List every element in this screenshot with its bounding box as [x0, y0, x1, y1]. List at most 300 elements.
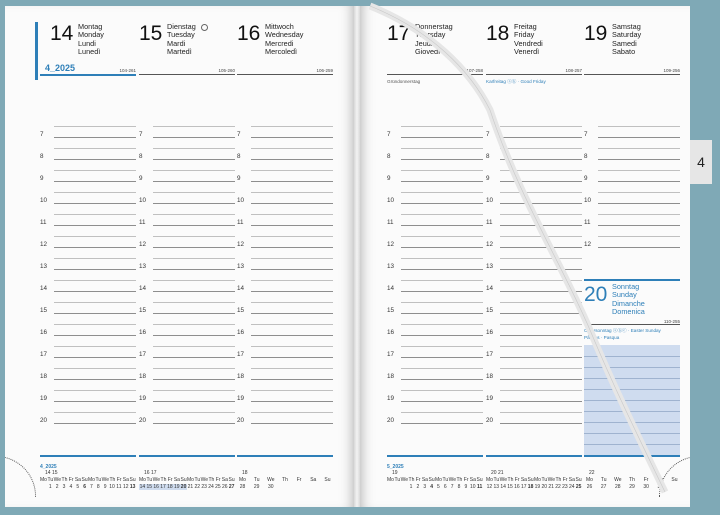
- writing-line[interactable]: [598, 137, 680, 138]
- writing-line[interactable]: [153, 181, 235, 182]
- writing-line[interactable]: [598, 225, 680, 226]
- writing-line[interactable]: [500, 324, 582, 325]
- writing-line[interactable]: [401, 181, 483, 182]
- mini-date[interactable]: 20: [180, 484, 187, 490]
- month-tab[interactable]: [690, 140, 712, 184]
- writing-line[interactable]: [153, 258, 235, 259]
- writing-line[interactable]: [153, 214, 235, 215]
- writing-line[interactable]: [54, 324, 136, 325]
- day-name: Lundi: [78, 38, 96, 48]
- hour-label: 8: [139, 153, 143, 160]
- mini-date[interactable]: 20: [541, 484, 548, 490]
- writing-line[interactable]: [401, 423, 483, 424]
- sunday-line: [584, 367, 680, 368]
- writing-line[interactable]: [251, 412, 333, 413]
- writing-line[interactable]: [153, 390, 235, 391]
- writing-line[interactable]: [401, 346, 483, 347]
- mini-date[interactable]: 9: [103, 484, 107, 490]
- mini-date[interactable]: 29: [629, 484, 635, 490]
- writing-line[interactable]: [598, 214, 680, 215]
- weekday: Th: [555, 477, 562, 483]
- writing-line[interactable]: [153, 203, 235, 204]
- mini-date[interactable]: 1: [48, 484, 52, 490]
- writing-line[interactable]: [251, 423, 333, 424]
- writing-line[interactable]: [500, 368, 582, 369]
- mini-date[interactable]: 25: [575, 484, 582, 490]
- mini-date[interactable]: 4: [430, 484, 433, 490]
- mini-calendar-label: 4_2025: [40, 464, 57, 470]
- writing-line[interactable]: [251, 236, 333, 237]
- hour-label: 15: [139, 307, 147, 314]
- writing-line[interactable]: [251, 148, 333, 149]
- mini-date[interactable]: 27: [600, 484, 607, 490]
- writing-line[interactable]: [598, 203, 680, 204]
- hour-label: 18: [139, 373, 147, 380]
- day-of-year-code: 108-257: [565, 68, 582, 73]
- writing-line[interactable]: [54, 225, 136, 226]
- writing-line[interactable]: [153, 148, 235, 149]
- writing-line[interactable]: [500, 302, 582, 303]
- mini-date[interactable]: 2: [55, 484, 59, 490]
- sunday-names: [612, 283, 645, 317]
- mini-date[interactable]: 26: [221, 484, 228, 490]
- mini-date[interactable]: 25: [215, 484, 221, 490]
- writing-line[interactable]: [251, 137, 333, 138]
- writing-line[interactable]: [54, 401, 136, 402]
- mini-date[interactable]: 23: [201, 484, 207, 490]
- mini-date[interactable]: 19: [173, 484, 180, 490]
- mini-date[interactable]: 31: [657, 484, 664, 490]
- day-name: Vendredi: [514, 38, 543, 48]
- writing-line[interactable]: [251, 357, 333, 358]
- writing-line[interactable]: [401, 412, 483, 413]
- sunday-number: 20: [584, 283, 608, 306]
- weekday: Mo: [186, 477, 194, 483]
- day-header: [486, 22, 582, 64]
- writing-line[interactable]: [54, 192, 136, 193]
- mini-date[interactable]: 12: [122, 484, 129, 490]
- mini-date[interactable]: 22: [555, 484, 561, 490]
- writing-line[interactable]: [54, 269, 136, 270]
- mini-date[interactable]: [401, 484, 408, 490]
- mini-date[interactable]: 28: [615, 484, 621, 490]
- writing-line[interactable]: [500, 258, 582, 259]
- writing-line[interactable]: [153, 269, 235, 270]
- writing-line[interactable]: [153, 401, 235, 402]
- writing-line[interactable]: [598, 126, 680, 127]
- writing-line[interactable]: [153, 313, 235, 314]
- writing-line[interactable]: [54, 368, 136, 369]
- writing-line[interactable]: [500, 203, 582, 204]
- mini-date[interactable]: 24: [208, 484, 214, 490]
- week-number: 14 15: [45, 470, 58, 476]
- writing-line[interactable]: [251, 368, 333, 369]
- day-column-16: [237, 6, 333, 507]
- writing-line[interactable]: [54, 412, 136, 413]
- writing-line[interactable]: [598, 247, 680, 248]
- hour-label: 12: [237, 241, 245, 248]
- weekday: Sa: [568, 477, 575, 483]
- weekday: Sa: [657, 477, 664, 483]
- writing-line[interactable]: [54, 357, 136, 358]
- writing-line[interactable]: [598, 181, 680, 182]
- mini-date[interactable]: 23: [562, 484, 568, 490]
- hour-label: 7: [139, 131, 143, 138]
- mini-date[interactable]: 3: [62, 484, 66, 490]
- writing-line[interactable]: [54, 258, 136, 259]
- sunday-line: [584, 356, 680, 357]
- writing-line[interactable]: [401, 291, 483, 292]
- weekday: Tu: [394, 477, 401, 483]
- writing-line[interactable]: [401, 401, 483, 402]
- mini-date[interactable]: 18: [527, 484, 534, 490]
- writing-line[interactable]: [251, 192, 333, 193]
- weekday: Th: [629, 477, 635, 483]
- writing-line[interactable]: [251, 313, 333, 314]
- mini-date[interactable]: 6: [443, 484, 447, 490]
- writing-line[interactable]: [251, 159, 333, 160]
- mini-date[interactable]: 30: [268, 484, 274, 490]
- writing-line[interactable]: [54, 423, 136, 424]
- writing-line[interactable]: [251, 214, 333, 215]
- writing-line[interactable]: [401, 192, 483, 193]
- writing-line[interactable]: [598, 148, 680, 149]
- writing-line[interactable]: [500, 192, 582, 193]
- mini-date[interactable]: 22: [194, 484, 201, 490]
- writing-line[interactable]: [54, 379, 136, 380]
- mini-date[interactable]: 10: [109, 484, 115, 490]
- day-header: [139, 22, 235, 64]
- mini-date[interactable]: 26: [586, 484, 593, 490]
- mini-date[interactable]: 30: [643, 484, 649, 490]
- mini-date[interactable]: 14: [139, 484, 146, 490]
- hour-label: 16: [237, 329, 245, 336]
- writing-line[interactable]: [500, 379, 582, 380]
- mini-date[interactable]: 10: [469, 484, 476, 490]
- writing-line[interactable]: [54, 313, 136, 314]
- writing-line[interactable]: [153, 357, 235, 358]
- writing-line[interactable]: [401, 247, 483, 248]
- writing-line[interactable]: [251, 269, 333, 270]
- writing-line[interactable]: [401, 357, 483, 358]
- writing-line[interactable]: [153, 192, 235, 193]
- day-names: [167, 23, 196, 57]
- mini-date[interactable]: 28: [239, 484, 246, 490]
- weekday-row: [139, 477, 235, 483]
- hour-label: 7: [387, 131, 391, 138]
- weekday: Th: [61, 477, 68, 483]
- writing-line[interactable]: [153, 236, 235, 237]
- mini-date[interactable]: 14: [500, 484, 506, 490]
- writing-line[interactable]: [54, 335, 136, 336]
- left-page: [5, 6, 354, 507]
- writing-line[interactable]: [401, 225, 483, 226]
- writing-line[interactable]: [500, 148, 582, 149]
- hour-label: 19: [40, 395, 48, 402]
- mini-date[interactable]: 12: [486, 484, 493, 490]
- writing-line[interactable]: [500, 247, 582, 248]
- day-name: Sabato: [612, 47, 636, 57]
- writing-line[interactable]: [54, 346, 136, 347]
- weekday-row: [486, 477, 582, 483]
- mini-date[interactable]: [322, 484, 333, 490]
- writing-line[interactable]: [500, 401, 582, 402]
- writing-line[interactable]: [500, 390, 582, 391]
- writing-line[interactable]: [251, 247, 333, 248]
- writing-line[interactable]: [54, 181, 136, 182]
- day-column-14: [40, 6, 136, 507]
- writing-line[interactable]: [401, 170, 483, 171]
- writing-line[interactable]: [54, 137, 136, 138]
- weekday: Fr: [415, 477, 421, 483]
- writing-line[interactable]: [153, 379, 235, 380]
- hour-label: 10: [486, 197, 494, 204]
- writing-line[interactable]: [251, 258, 333, 259]
- writing-line[interactable]: [598, 236, 680, 237]
- writing-line[interactable]: [251, 346, 333, 347]
- writing-line[interactable]: [54, 390, 136, 391]
- week-numbers: [40, 470, 141, 476]
- writing-line[interactable]: [500, 412, 582, 413]
- writing-line[interactable]: [153, 423, 235, 424]
- footer-rule: [387, 455, 483, 457]
- day-number: 17: [387, 22, 411, 45]
- writing-line[interactable]: [251, 126, 333, 127]
- mini-date[interactable]: 5: [437, 484, 440, 490]
- writing-line[interactable]: [251, 203, 333, 204]
- writing-line[interactable]: [54, 247, 136, 248]
- writing-line[interactable]: [153, 126, 235, 127]
- writing-line[interactable]: [153, 368, 235, 369]
- mini-date[interactable]: [279, 484, 290, 490]
- writing-line[interactable]: [500, 269, 582, 270]
- writing-line[interactable]: [54, 170, 136, 171]
- day-name: Mardi: [167, 38, 186, 48]
- mini-date[interactable]: 21: [548, 484, 554, 490]
- weekday: Th: [208, 477, 215, 483]
- writing-line[interactable]: [251, 170, 333, 171]
- weekday: Th: [109, 477, 116, 483]
- writing-line[interactable]: [500, 291, 582, 292]
- sunday-holiday-note: Ostersonntag ⓐⓑⓒ · Easter Sunday: [584, 328, 661, 333]
- writing-line[interactable]: [401, 148, 483, 149]
- mini-date[interactable]: 29: [253, 484, 260, 490]
- hour-label: 13: [486, 263, 494, 270]
- mini-date[interactable]: 16: [514, 484, 520, 490]
- weekday-row: [387, 477, 483, 483]
- header-rule: [237, 74, 333, 75]
- writing-line[interactable]: [500, 214, 582, 215]
- day-name: Giovedì: [415, 47, 441, 57]
- writing-line[interactable]: [500, 335, 582, 336]
- writing-line[interactable]: [500, 126, 582, 127]
- sunday-notes-area[interactable]: [584, 345, 680, 455]
- day-column-15: [139, 6, 235, 507]
- writing-line[interactable]: [153, 302, 235, 303]
- writing-line[interactable]: [401, 159, 483, 160]
- weekday: Fr: [167, 477, 173, 483]
- mini-date[interactable]: [294, 484, 305, 490]
- writing-line[interactable]: [251, 335, 333, 336]
- writing-line[interactable]: [54, 203, 136, 204]
- weekday: Sa: [173, 477, 180, 483]
- writing-line[interactable]: [153, 346, 235, 347]
- mini-date[interactable]: 17: [160, 484, 166, 490]
- mini-date[interactable]: 13: [493, 484, 500, 490]
- sunday-header-rule: [584, 324, 680, 325]
- writing-line[interactable]: [54, 302, 136, 303]
- hour-label: 14: [486, 285, 494, 292]
- writing-line[interactable]: [500, 181, 582, 182]
- mini-date[interactable]: 19: [534, 484, 541, 490]
- writing-line[interactable]: [401, 324, 483, 325]
- writing-line[interactable]: [401, 368, 483, 369]
- writing-line[interactable]: [401, 214, 483, 215]
- writing-line[interactable]: [153, 225, 235, 226]
- writing-line[interactable]: [401, 379, 483, 380]
- mini-date[interactable]: 21: [187, 484, 194, 490]
- writing-line[interactable]: [598, 159, 680, 160]
- writing-line[interactable]: [153, 159, 235, 160]
- writing-line[interactable]: [500, 159, 582, 160]
- mini-date[interactable]: 5: [76, 484, 80, 490]
- writing-line[interactable]: [251, 225, 333, 226]
- mini-date[interactable]: 15: [146, 484, 153, 490]
- mini-date[interactable]: 13: [129, 484, 136, 490]
- writing-line[interactable]: [153, 335, 235, 336]
- mini-date[interactable]: 24: [568, 484, 575, 490]
- writing-line[interactable]: [251, 302, 333, 303]
- writing-line[interactable]: [401, 390, 483, 391]
- day-of-year-code: 107-258: [466, 68, 483, 73]
- footer-rule: [486, 455, 582, 457]
- day-name: Samedi: [612, 38, 637, 48]
- weekday: We: [101, 477, 110, 483]
- writing-line[interactable]: [251, 291, 333, 292]
- writing-line[interactable]: [401, 269, 483, 270]
- mini-date[interactable]: 6: [83, 484, 86, 490]
- weekday: Sa: [520, 477, 527, 483]
- day-number: 16: [237, 22, 261, 45]
- writing-line[interactable]: [401, 126, 483, 127]
- day-name: Donnerstag: [415, 22, 453, 31]
- writing-line[interactable]: [153, 291, 235, 292]
- writing-line[interactable]: [401, 236, 483, 237]
- writing-line[interactable]: [500, 225, 582, 226]
- writing-line[interactable]: [153, 280, 235, 281]
- writing-line[interactable]: [153, 324, 235, 325]
- writing-line[interactable]: [500, 346, 582, 347]
- mini-date[interactable]: 11: [476, 484, 483, 490]
- writing-line[interactable]: [54, 280, 136, 281]
- writing-line[interactable]: [401, 313, 483, 314]
- writing-line[interactable]: [54, 148, 136, 149]
- mini-date[interactable]: 9: [464, 484, 468, 490]
- mini-date[interactable]: 8: [457, 484, 461, 490]
- mini-date[interactable]: [40, 484, 47, 490]
- writing-line[interactable]: [54, 291, 136, 292]
- weekday: Mo: [239, 477, 246, 483]
- mini-date[interactable]: [308, 484, 319, 490]
- writing-line[interactable]: [401, 203, 483, 204]
- sunday-name: Sunday: [612, 290, 637, 300]
- writing-line[interactable]: [401, 258, 483, 259]
- day-names: [415, 23, 453, 57]
- writing-line[interactable]: [251, 390, 333, 391]
- writing-line[interactable]: [500, 313, 582, 314]
- sunday-line: [584, 378, 680, 379]
- mini-date[interactable]: 17: [520, 484, 527, 490]
- weekday: Su: [81, 477, 88, 483]
- writing-line[interactable]: [251, 181, 333, 182]
- mini-date[interactable]: 16: [153, 484, 159, 490]
- writing-line[interactable]: [153, 247, 235, 248]
- hour-label: 20: [139, 417, 147, 424]
- writing-line[interactable]: [251, 379, 333, 380]
- weekday: Fr: [215, 477, 221, 483]
- mini-date[interactable]: 11: [116, 484, 122, 490]
- writing-line[interactable]: [500, 280, 582, 281]
- mini-date[interactable]: 7: [90, 484, 93, 490]
- weekday: Mo: [586, 477, 593, 483]
- writing-line[interactable]: [54, 236, 136, 237]
- writing-line[interactable]: [401, 280, 483, 281]
- writing-line[interactable]: [500, 137, 582, 138]
- hour-label: 7: [486, 131, 490, 138]
- weekday: Th: [456, 477, 463, 483]
- mini-date[interactable]: 27: [228, 484, 235, 490]
- writing-line[interactable]: [500, 236, 582, 237]
- writing-line[interactable]: [153, 412, 235, 413]
- day-name: Jeudi: [415, 38, 433, 48]
- mini-date[interactable]: 4: [69, 484, 73, 490]
- sunday-line: [584, 444, 680, 445]
- mini-date[interactable]: 15: [507, 484, 513, 490]
- writing-line[interactable]: [54, 214, 136, 215]
- writing-line[interactable]: [54, 126, 136, 127]
- writing-line[interactable]: [500, 357, 582, 358]
- mini-date[interactable]: [387, 484, 394, 490]
- writing-line[interactable]: [54, 159, 136, 160]
- writing-line[interactable]: [401, 137, 483, 138]
- right-page: [360, 6, 690, 507]
- writing-line[interactable]: [500, 423, 582, 424]
- day-column-18: [486, 6, 582, 507]
- writing-line[interactable]: [251, 280, 333, 281]
- writing-line[interactable]: [598, 192, 680, 193]
- writing-line[interactable]: [598, 170, 680, 171]
- writing-line[interactable]: [500, 170, 582, 171]
- writing-line[interactable]: [251, 324, 333, 325]
- mini-date[interactable]: 8: [96, 484, 100, 490]
- hour-label: 12: [584, 241, 592, 248]
- mini-date[interactable]: 18: [167, 484, 173, 490]
- writing-line[interactable]: [401, 335, 483, 336]
- mini-date[interactable]: 2: [416, 484, 420, 490]
- writing-line[interactable]: [153, 137, 235, 138]
- mini-date[interactable]: 1: [409, 484, 413, 490]
- writing-line[interactable]: [251, 401, 333, 402]
- hour-label: 19: [387, 395, 395, 402]
- writing-line[interactable]: [401, 302, 483, 303]
- mini-date[interactable]: [394, 484, 401, 490]
- day-name: Friday: [514, 30, 535, 40]
- mini-date[interactable]: 7: [450, 484, 454, 490]
- mini-date[interactable]: 3: [423, 484, 427, 490]
- writing-line[interactable]: [153, 170, 235, 171]
- hour-label: 18: [387, 373, 395, 380]
- page-corner-perforation: [5, 456, 36, 497]
